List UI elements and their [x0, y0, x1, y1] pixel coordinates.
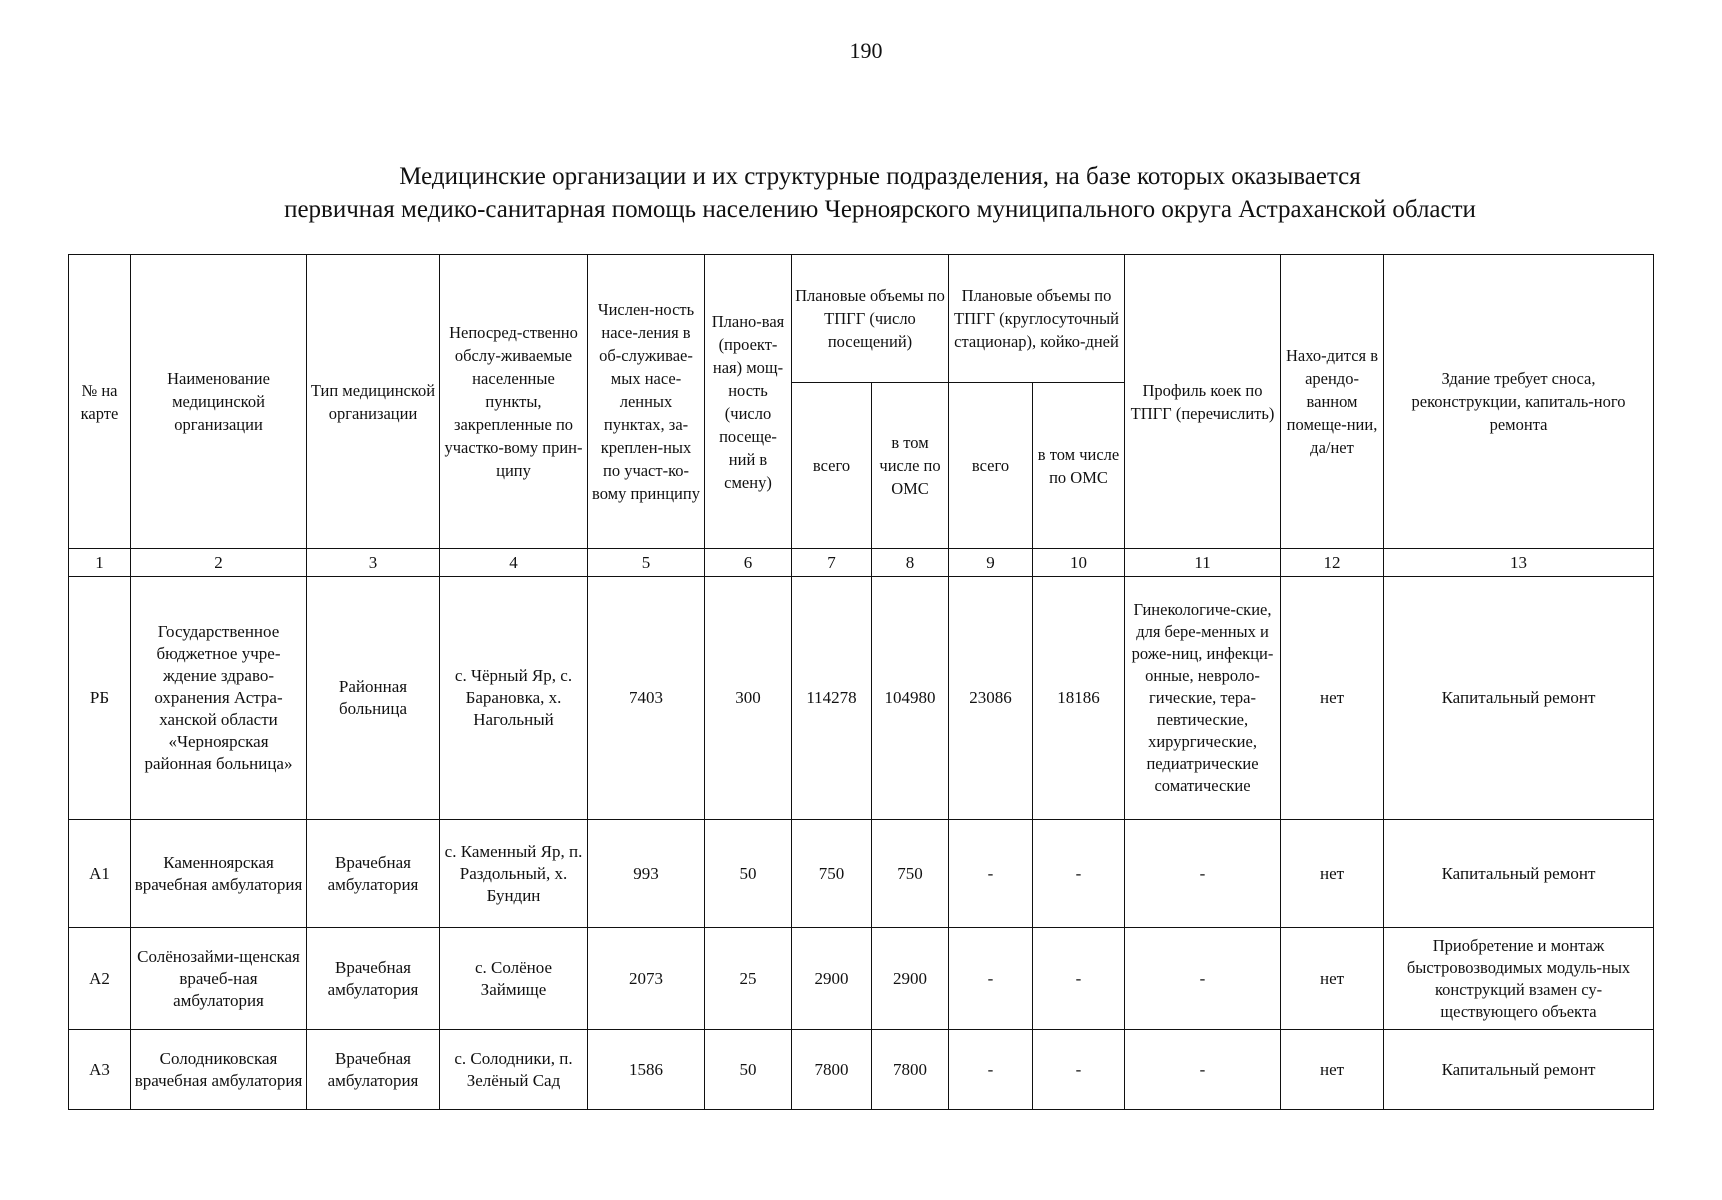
- header-beddays-group: Плановые объемы по ТПГГ (круглосуточный стационар), койко-дней: [949, 255, 1125, 383]
- title-line-1: Медицинские организации и их структурные подразделения, на базе которых оказывается: [399, 163, 1361, 190]
- cell-org-type: Врачебная амбулатория: [307, 820, 440, 928]
- cell-org-name: Солёнозайми-щенская врачеб-ная амбулатория: [131, 928, 307, 1030]
- header-population: Числен-ность насе-ления в об-служивае-мых насе-ленных пунктах, за-креплен-ных по участ-ко-вому принципу: [588, 255, 705, 549]
- header-map-no: № на карте: [69, 255, 131, 549]
- header-capacity: Плано-вая (проект-ная) мощ-ность (число посеще-ний в смену): [705, 255, 792, 549]
- cell-beddays-total: -: [949, 820, 1033, 928]
- cell-visits-total: 114278: [792, 577, 872, 820]
- table-row: [69, 820, 1654, 928]
- cell-bed-profile: -: [1125, 1030, 1281, 1110]
- cell-population: 1586: [588, 1030, 705, 1110]
- cell-beddays-oms: -: [1033, 928, 1125, 1030]
- cell-org-type: Врачебная амбулатория: [307, 928, 440, 1030]
- cell-rented: нет: [1281, 928, 1384, 1030]
- table-row: [69, 577, 1654, 820]
- column-number: 9: [949, 549, 1033, 577]
- column-number: 2: [131, 549, 307, 577]
- cell-org-name: Государственное бюджетное учре-ждение здраво-охранения Астра-ханской области «Черноярская районная больница»: [131, 577, 307, 820]
- cell-rented: нет: [1281, 577, 1384, 820]
- column-number: 5: [588, 549, 705, 577]
- cell-visits-total: 2900: [792, 928, 872, 1030]
- header-org-type: Тип медицинской организации: [307, 255, 440, 549]
- cell-population: 7403: [588, 577, 705, 820]
- cell-population: 2073: [588, 928, 705, 1030]
- page-title: [120, 160, 1640, 226]
- cell-settlements: с. Чёрный Яр, с. Барановка, х. Нагольный: [440, 577, 588, 820]
- table-row: [69, 928, 1654, 1030]
- cell-settlements: с. Каменный Яр, п. Раздольный, х. Бундин: [440, 820, 588, 928]
- cell-map-no: РБ: [69, 577, 131, 820]
- column-number: 6: [705, 549, 792, 577]
- cell-beddays-total: 23086: [949, 577, 1033, 820]
- table-row: [69, 1030, 1654, 1110]
- title-line-2: первичная медико-санитарная помощь населению Черноярского муниципального округа Астраханской области: [284, 196, 1476, 223]
- cell-beddays-total: -: [949, 928, 1033, 1030]
- cell-org-name: Солодниковская врачебная амбулатория: [131, 1030, 307, 1110]
- header-bed-profile: Профиль коек по ТПГГ (перечислить): [1125, 255, 1281, 549]
- cell-visits-total: 7800: [792, 1030, 872, 1110]
- header-beddays-total: всего: [949, 383, 1033, 549]
- cell-map-no: А1: [69, 820, 131, 928]
- header-settlements: Непосред-ственно обслу-живаемые населенные пункты, закрепленные по участко-вому прин-ципу: [440, 255, 588, 549]
- header-visits-total: всего: [792, 383, 872, 549]
- page-number: 190: [849, 38, 883, 63]
- organizations-table: [68, 254, 1654, 1110]
- cell-rented: нет: [1281, 820, 1384, 928]
- column-number: 11: [1125, 549, 1281, 577]
- column-number-row: [69, 549, 1654, 577]
- column-number: 12: [1281, 549, 1384, 577]
- cell-building: Приобретение и монтаж быстровозводимых модуль-ных конструкций взамен су-ществующего объекта: [1384, 928, 1654, 1030]
- cell-rented: нет: [1281, 1030, 1384, 1110]
- cell-beddays-oms: 18186: [1033, 577, 1125, 820]
- cell-org-type: Врачебная амбулатория: [307, 1030, 440, 1110]
- header-rented: Нахо-дится в арендо-ванном помеще-нии, да/нет: [1281, 255, 1384, 549]
- column-number: 8: [872, 549, 949, 577]
- cell-population: 993: [588, 820, 705, 928]
- column-number: 1: [69, 549, 131, 577]
- cell-visits-oms: 104980: [872, 577, 949, 820]
- cell-visits-oms: 2900: [872, 928, 949, 1030]
- cell-capacity: 25: [705, 928, 792, 1030]
- cell-building: Капитальный ремонт: [1384, 577, 1654, 820]
- cell-beddays-total: -: [949, 1030, 1033, 1110]
- cell-org-name: Каменноярская врачебная амбулатория: [131, 820, 307, 928]
- cell-building: Капитальный ремонт: [1384, 820, 1654, 928]
- header-visits-oms: в том числе по ОМС: [872, 383, 949, 549]
- cell-org-type: Районная больница: [307, 577, 440, 820]
- cell-beddays-oms: -: [1033, 820, 1125, 928]
- header-visits-group: Плановые объемы по ТПГГ (число посещений): [792, 255, 949, 383]
- cell-settlements: с. Солодники, п. Зелёный Сад: [440, 1030, 588, 1110]
- cell-capacity: 300: [705, 577, 792, 820]
- column-number: 13: [1384, 549, 1654, 577]
- cell-beddays-oms: -: [1033, 1030, 1125, 1110]
- column-number: 10: [1033, 549, 1125, 577]
- cell-map-no: А2: [69, 928, 131, 1030]
- cell-capacity: 50: [705, 820, 792, 928]
- column-number: 3: [307, 549, 440, 577]
- column-number: 7: [792, 549, 872, 577]
- column-number: 4: [440, 549, 588, 577]
- cell-capacity: 50: [705, 1030, 792, 1110]
- cell-bed-profile: Гинекологиче-ские, для бере-менных и роже-ниц, инфекци-онные, невроло-гические, тера-певтические, хирургические, педиатрические соматические: [1125, 577, 1281, 820]
- header-beddays-oms: в том числе по ОМС: [1033, 383, 1125, 549]
- cell-map-no: А3: [69, 1030, 131, 1110]
- header-building: Здание требует сноса, реконструкции, капиталь-ного ремонта: [1384, 255, 1654, 549]
- cell-building: Капитальный ремонт: [1384, 1030, 1654, 1110]
- cell-bed-profile: -: [1125, 928, 1281, 1030]
- cell-visits-total: 750: [792, 820, 872, 928]
- header-org-name: Наименование медицинской организации: [131, 255, 307, 549]
- cell-visits-oms: 750: [872, 820, 949, 928]
- cell-visits-oms: 7800: [872, 1030, 949, 1110]
- cell-settlements: с. Солёное Займище: [440, 928, 588, 1030]
- cell-bed-profile: -: [1125, 820, 1281, 928]
